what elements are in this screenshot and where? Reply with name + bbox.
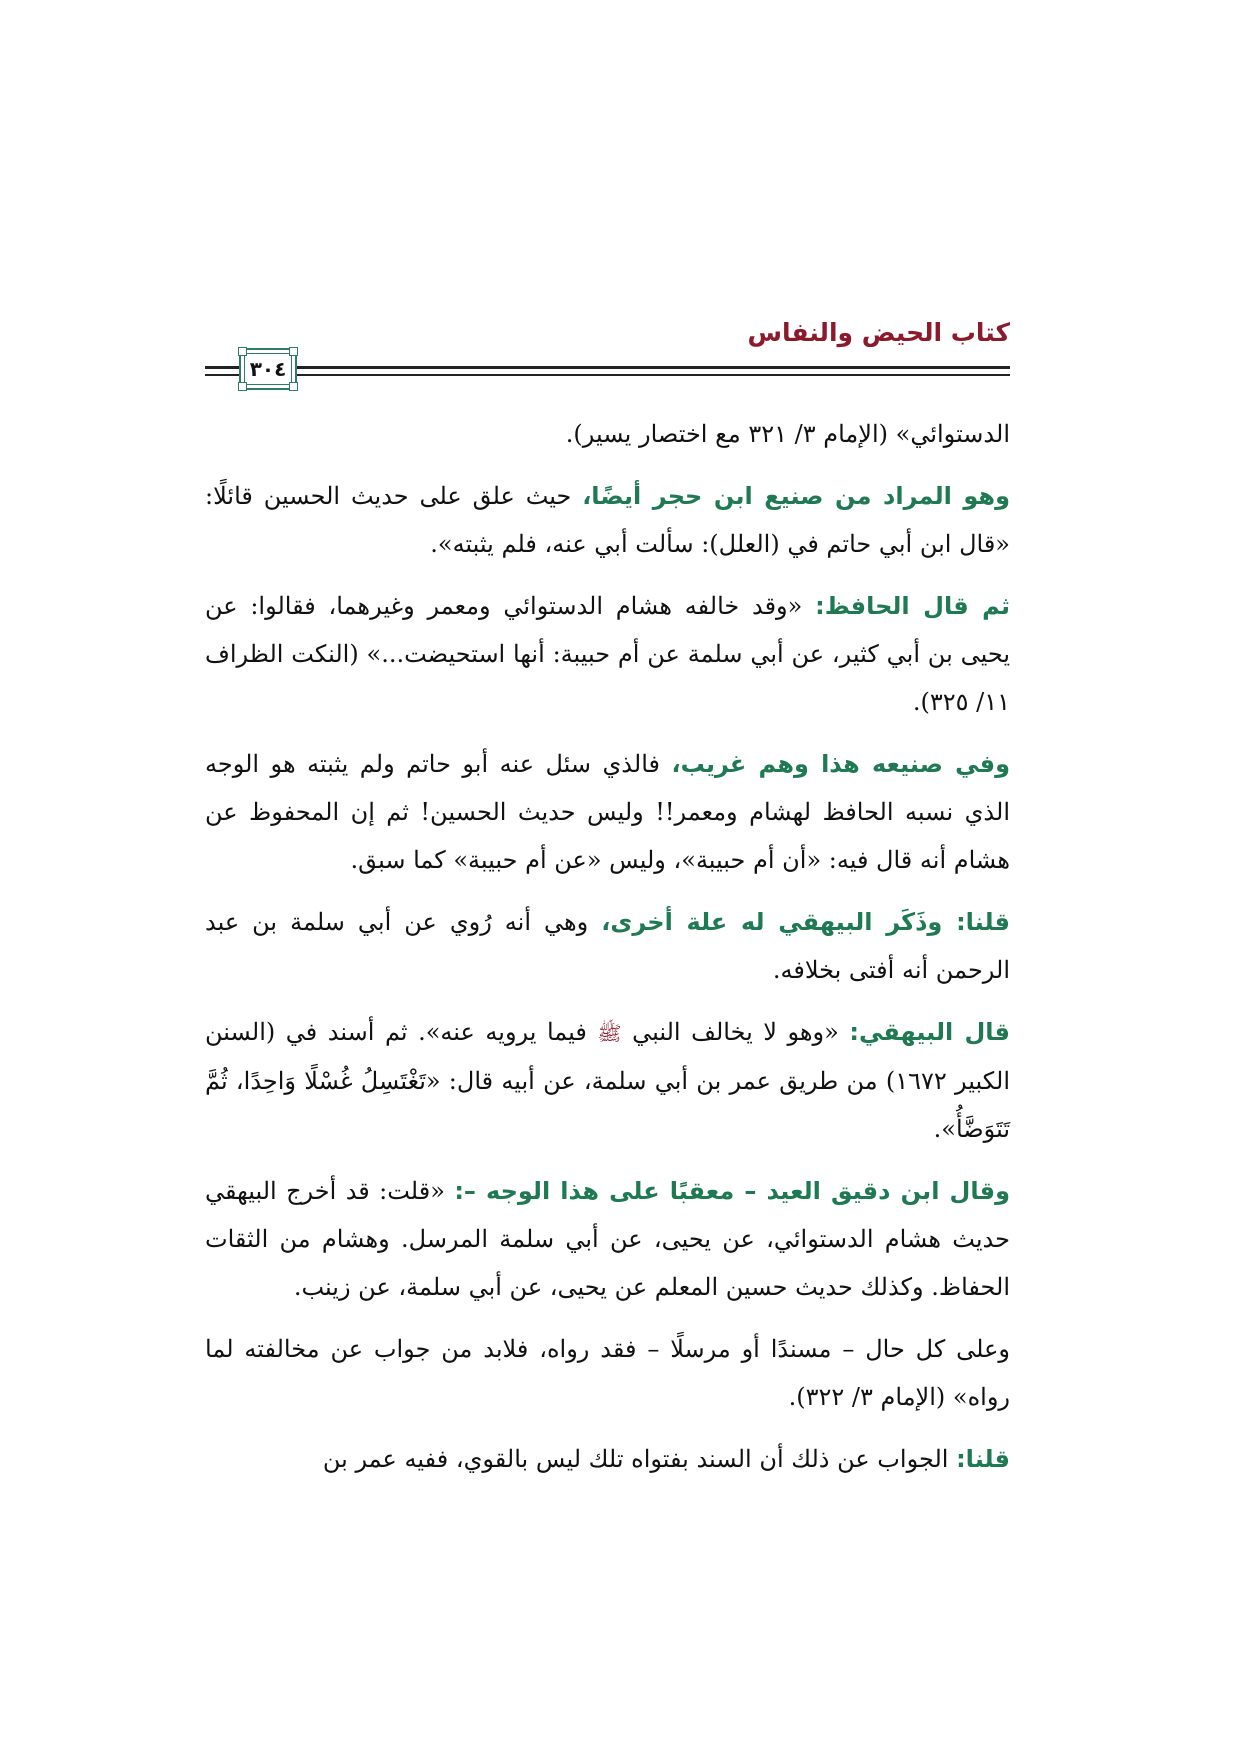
paragraph xyxy=(205,410,1010,458)
highlighted-heading: قلنا: وذَكَر البيهقي له علة أخرى، xyxy=(601,908,1010,936)
highlighted-heading: قال البيهقي: xyxy=(849,1018,1010,1046)
page-header xyxy=(205,318,1010,390)
frame-corner-ornament xyxy=(289,382,298,391)
paragraph xyxy=(205,1008,1010,1153)
book-title: كتاب الحيض والنفاس xyxy=(747,318,1010,347)
paragraph xyxy=(205,898,1010,994)
text-segment: الجواب عن ذلك أن السند بفتواه تلك ليس بالقوي، ففيه عمر بن xyxy=(322,1445,957,1473)
paragraph xyxy=(205,1167,1010,1311)
highlighted-heading: وقال ابن دقيق العيد – معقبًا على هذا الوجه –: xyxy=(454,1177,1011,1205)
frame-corner-ornament xyxy=(238,382,247,391)
highlighted-heading: وفي صنيعه هذا وهم غريب، xyxy=(671,750,1010,778)
highlighted-heading: وهو المراد من صنيع ابن حجر أيضًا، xyxy=(582,482,1010,510)
paragraph xyxy=(205,740,1010,884)
text-segment: فيما يرويه عنه». ثم أسند في (السنن الكبير ١٦٧٢) من طريق عمر بن أبي سلمة، عن أبيه قال: «تَغْتَسِلُ غُسْلًا وَاحِدًا، ثُمَّ تَتَوَضَّأُ». xyxy=(205,1018,1010,1143)
text-segment: وعلى كل حال – مسندًا أو مرسلًا – فقد رواه، فلابد من جواب عن مخالفته لما رواه» (الإمام ٣/ ٣٢٢). xyxy=(205,1335,1010,1411)
highlighted-heading: ثم قال الحافظ: xyxy=(815,592,1010,620)
salutation-glyph: ﷺ xyxy=(597,1021,622,1045)
frame-corner-ornament xyxy=(289,347,298,356)
text-segment: الدستوائي» (الإمام ٣/ ٣٢١ مع اختصار يسير). xyxy=(565,420,1010,448)
text-segment: «وهو لا يخالف النبي xyxy=(621,1018,850,1046)
page-body xyxy=(205,410,1010,1497)
text-segment: «وقد خالفه هشام الدستوائي ومعمر وغيرهما، فقالوا: عن يحيى بن أبي كثير، عن أبي سلمة عن أم حبيبة: أنها استحيضت...» (النكت الظراف ١١/ ٣٢٥). xyxy=(205,592,1011,716)
paragraph xyxy=(205,1325,1010,1421)
text-segment: فالذي سئل عنه أبو حاتم ولم يثبته هو الوجه الذي نسبه الحافظ لهشام ومعمر!! وليس حديث الحسين! ثم إن المحفوظ عن هشام أنه قال فيه: «أن أم حبيبة»، وليس «عن أم حبيبة» كما سبق. xyxy=(205,750,1010,874)
highlighted-heading: قلنا: xyxy=(956,1445,1010,1473)
header-rule-bottom xyxy=(205,374,1010,376)
text-segment: حيث علق على حديث الحسين قائلًا: «قال ابن أبي حاتم في (العلل): سألت أبي عنه، فلم يثبته». xyxy=(205,482,1010,558)
page-number-frame xyxy=(239,348,297,390)
frame-corner-ornament xyxy=(238,347,247,356)
paragraph xyxy=(205,1435,1010,1483)
text-segment: «قلت: قد أخرج البيهقي حديث هشام الدستوائي، عن يحيى، عن أبي سلمة المرسل. وهشام من الثقات الحفاظ. وكذلك حديث حسين المعلم عن يحيى، عن أبي سلمة، عن زينب. xyxy=(205,1177,1010,1301)
header-rule-top xyxy=(205,366,1010,369)
page-number: ٣٠٤ xyxy=(249,357,287,381)
paragraph xyxy=(205,472,1010,568)
text-segment: وهي أنه رُوي عن أبي سلمة بن عبد الرحمن أنه أفتى بخلافه. xyxy=(205,908,1010,984)
paragraph xyxy=(205,582,1010,726)
